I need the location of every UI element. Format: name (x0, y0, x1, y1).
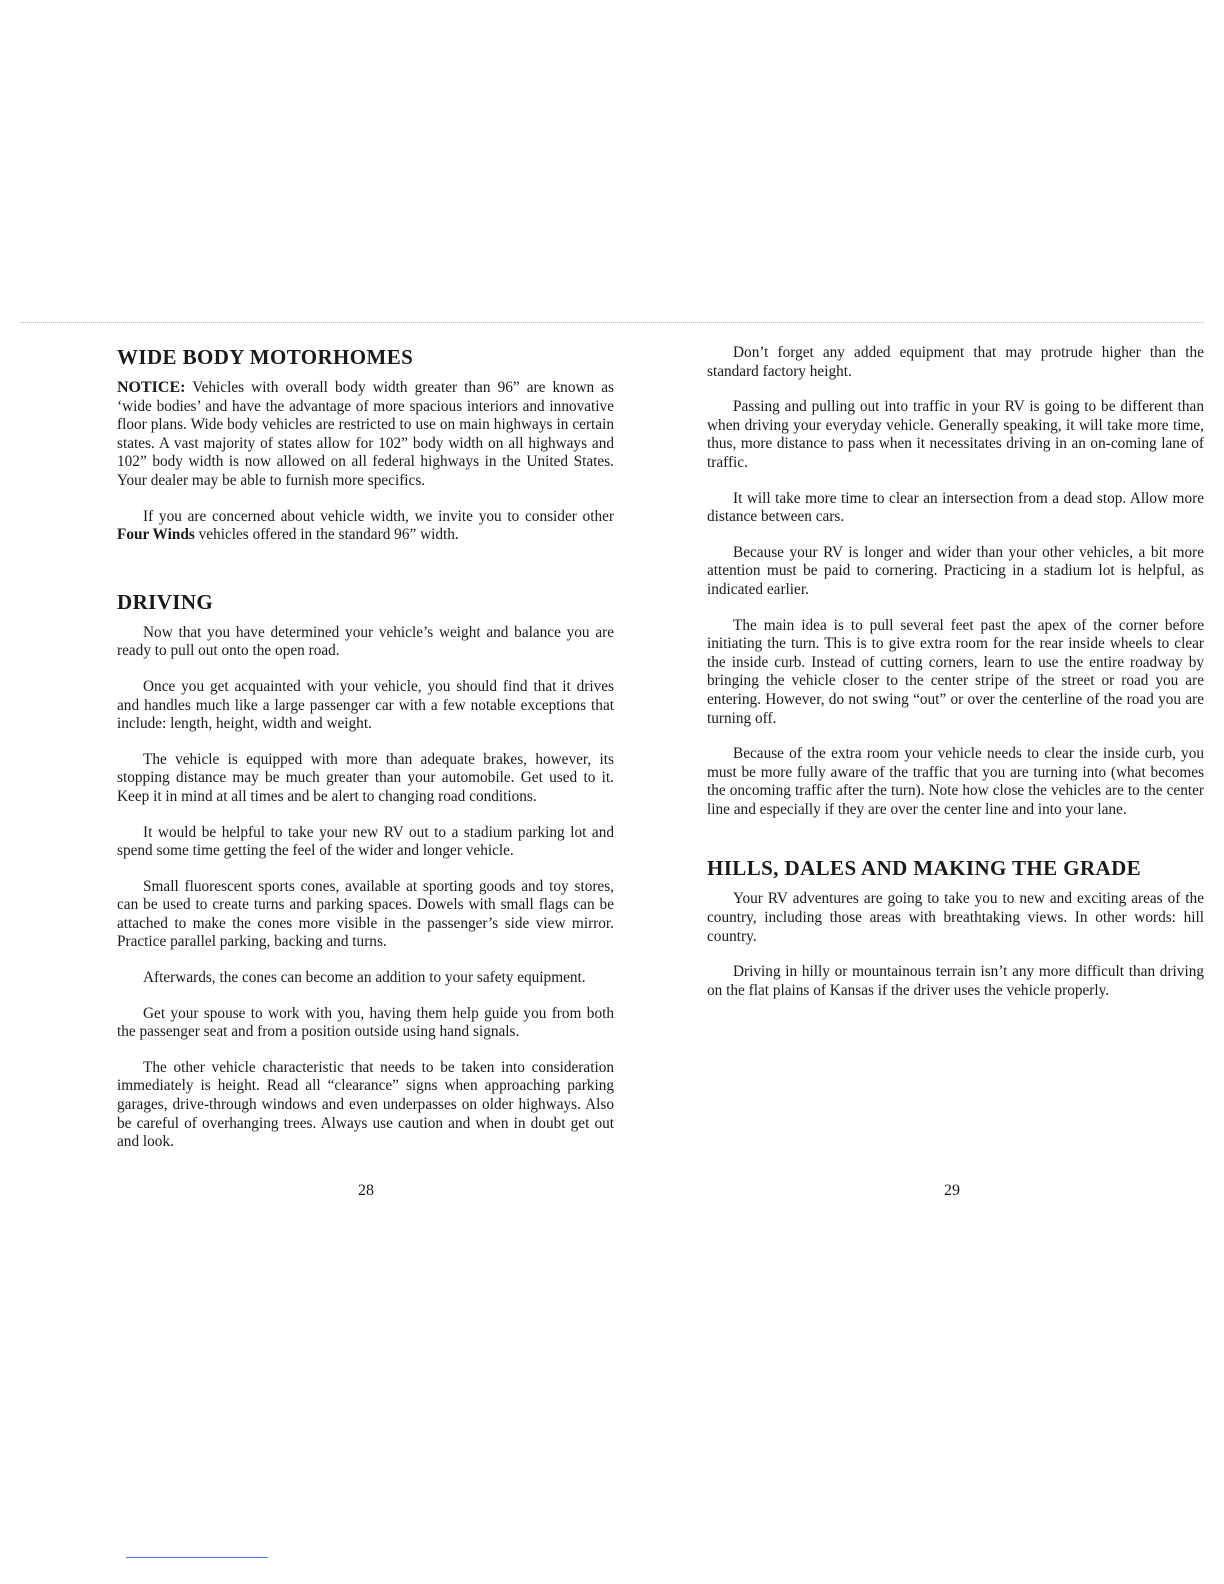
notice-label: NOTICE: (117, 379, 186, 396)
right-page-number: 29 (944, 1182, 960, 1199)
width-consider-text-after: vehicles offered in the standard 96” width. (194, 526, 459, 544)
width-consider-text-before: If you are concerned about vehicle width, we invite you to consider other (143, 507, 614, 525)
right-paragraph: Because of the extra room your vehicle needs to clear the inside curb, you must be more fully aware of the traffic that you are turning into (what becomes the oncoming traffic after the turn). Note how close the vehicles are to the center line and especially if they are over the center line and into your lane. (707, 745, 1204, 818)
hills-paragraph: Your RV adventures are going to take you to new and exciting areas of the country, including those areas with breathtaking views. In other words: hill country. (707, 890, 1204, 945)
bottom-link-rule (126, 1557, 268, 1558)
brand-name: Four Winds (117, 526, 195, 544)
driving-heading: DRIVING (117, 589, 214, 614)
notice-paragraph (117, 379, 614, 491)
left-page-column (117, 344, 614, 1152)
right-paragraph: Don’t forget any added equipment that may protrude higher than the standard factory height. (707, 344, 1204, 380)
driving-paragraph: It would be helpful to take your new RV out to a stadium parking lot and spend some time getting the feel of the wider and longer vehicle. (117, 823, 614, 860)
driving-paragraph: Afterwards, the cones can become an addition to your safety equipment. (143, 969, 586, 987)
left-page-number: 28 (358, 1182, 374, 1199)
wide-body-heading: WIDE BODY MOTORHOMES (117, 345, 414, 369)
driving-paragraph: Now that you have determined your vehicle’s weight and balance you are ready to pull out onto the open road. (117, 623, 614, 660)
right-paragraph: It will take more time to clear an intersection from a dead stop. Allow more distance between cars. (707, 489, 1204, 526)
right-page-column (707, 344, 1204, 1000)
right-paragraph: Because your RV is longer and wider than your other vehicles, a bit more attention must be paid to cornering. Practicing in a stadium lot is helpful, as indicated earlier. (707, 543, 1204, 598)
driving-paragraph: Get your spouse to work with you, having them help guide you from both the passenger seat and from a position outside using hand signals. (117, 1004, 614, 1041)
driving-paragraph: Small fluorescent sports cones, available at sporting goods and toy stores, can be used to create turns and parking spaces. Dowels with small flags can be attached to make the cones more visible in the passenger’s side view mirror. Practice parallel parking, backing and turns. (117, 877, 614, 951)
width-consider-paragraph (117, 508, 614, 545)
driving-paragraph: Once you get acquainted with your vehicle, you should find that it drives and handles much like a large passenger car with a few notable exceptions that include: length, height, width and weight. (117, 677, 614, 733)
right-paragraph: Passing and pulling out into traffic in your RV is going to be different than when driving your everyday vehicle. Generally speaking, it will take more time, thus, more distance to pass when it necessitates driving in an on-coming lane of traffic. (707, 398, 1204, 471)
scan-top-rule (20, 322, 1204, 323)
notice-text: Vehicles with overall body width greater than 96” are known as ‘wide bodies’ and have the advantage of more spacious interiors and innovative floor plans. Wide body vehicles are restricted to use on main highways in certain states. A vast majority of states allow for 102” body width on all highways and 102” body width is now allowed on all federal highways in the United States. Your dealer may be able to furnish more specifics. (117, 379, 614, 489)
driving-paragraph: The other vehicle characteristic that needs to be taken into consideration immediately is height. Read all “clearance” signs when approaching parking garages, drive-through windows and even underpasses on older highways. Also be careful of overhanging trees. Always use caution and when in doubt get out and look. (117, 1058, 614, 1151)
driving-paragraph: The vehicle is equipped with more than adequate brakes, however, its stopping distance may be much greater than your automobile. Get used to it. Keep it in mind at all times and be alert to changing road conditions. (117, 750, 614, 805)
hills-heading: HILLS, DALES AND MAKING THE GRADE (707, 856, 1142, 881)
hills-paragraph: Driving in hilly or mountainous terrain isn’t any more difficult than driving on the flat plains of Kansas if the driver uses the vehicle properly. (707, 963, 1204, 999)
right-paragraph: The main idea is to pull several feet past the apex of the corner before initiating the turn. This is to give extra room for the rear inside wheels to clear the inside curb. Instead of cutting corners, learn to use the entire roadway by bringing the vehicle closer to the center stripe of the street or road you are entering. However, do not swing “out” or over the centerline of the road you are turning off. (707, 616, 1204, 727)
